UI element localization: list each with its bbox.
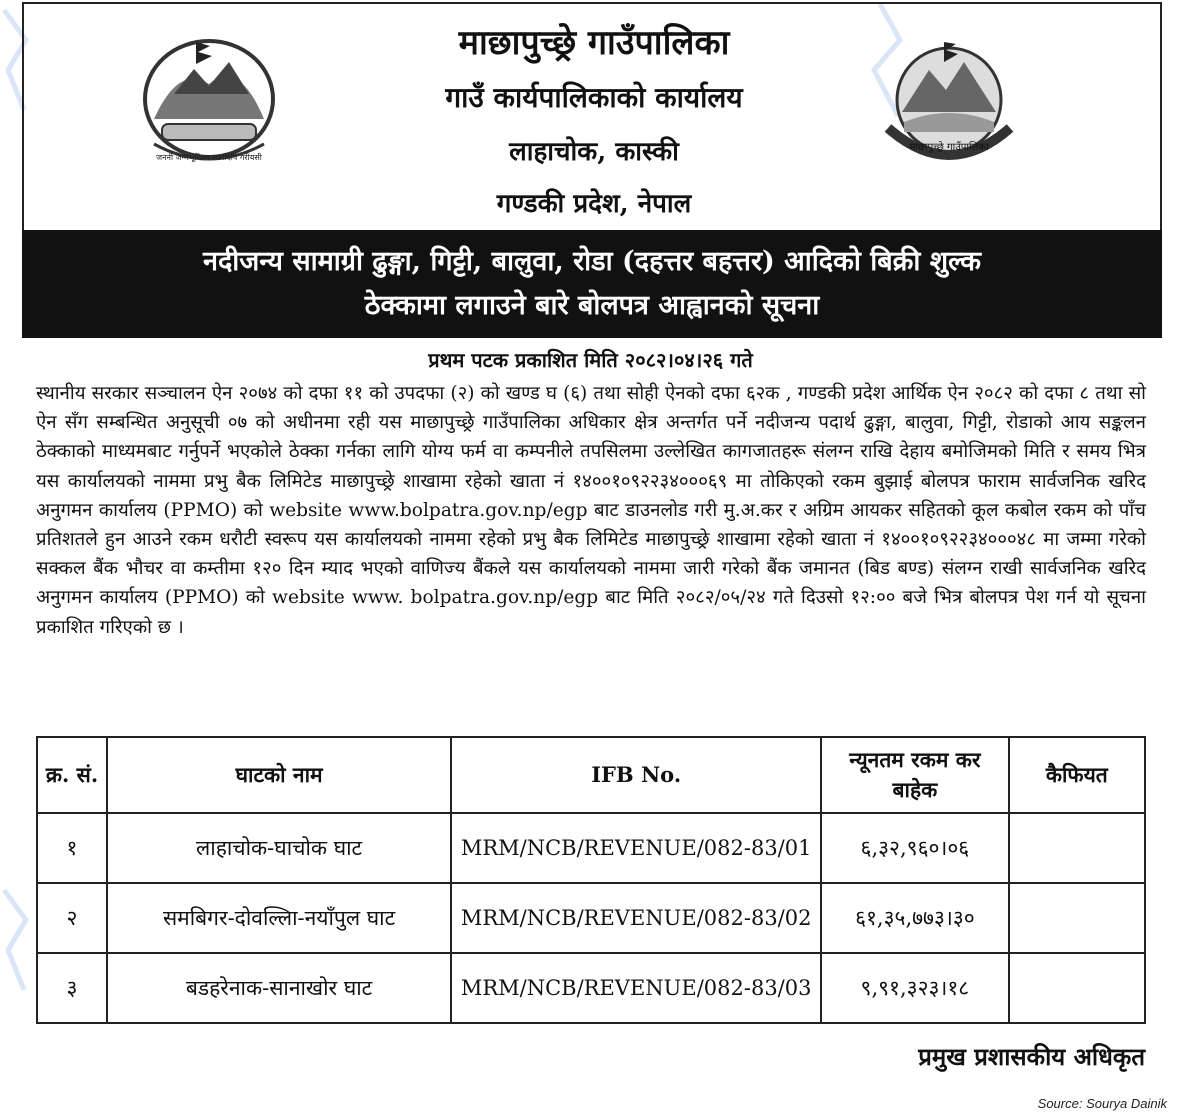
header-min-amount: न्यूनतम रकम कर बाहेक bbox=[821, 737, 1008, 813]
cell-ifb-no: MRM/NCB/REVENUE/082-83/02 bbox=[451, 883, 821, 953]
watermark-icon bbox=[0, 880, 30, 1000]
cell-ghat-name: लाहाचोक-घाचोक घाट bbox=[107, 813, 451, 883]
ghat-table bbox=[36, 736, 1146, 1024]
cell-ifb-no: MRM/NCB/REVENUE/082-83/01 bbox=[451, 813, 821, 883]
header-remarks: कैफियत bbox=[1009, 737, 1145, 813]
cell-remarks bbox=[1009, 883, 1145, 953]
notice-body: स्थानीय सरकार सञ्चालन ऐन २०७४ को दफा ११ को उपदफा (२) को खण्ड घ (६) तथा सोही ऐनको दफा ६२क , गण्डकी प्रदेश आर्थिक ऐन २०८२ को दफा ८ तथा सो ऐन सँग सम्बन्धित अनुसूची ०७ को अधीनमा रही यस माछापुच्छ्रे गाउँपालिका अधिकार क्षेत्र अन्तर्गत पर्ने नदीजन्य पदार्थ ढुङ्गा, बालुवा, गिट्टी, रोडाको आय सङ्कलन ठेक्काको माध्यमबाट गर्नुपर्ने भएकोले ठेक्का गर्नका लागि योग्य फर्म वा कम्पनीले तपसिलमा उल्लेखित कागजातहरू संलग्न राखि देहाय बमोजिमको मिति र समय भित्र यस कार्यालयको नाममा प्रभु बैक लिमिटेड माछापुच्छ्रे शाखामा रहेको खाता नं १४००१०९२२३४०००६९ मा तोकिएको रकम बुझाई बोलपत्र फाराम सार्वजनिक खरिद अनुगमन कार्यालय (PPMO) को website www.bolpatra.gov.np/egp बाट डाउनलोड गरी मु.अ.कर र अग्रिम आयकर सहितको कूल कबोल रकम को पाँच प्रतिशतले हुन आउने रकम धरौटी स्वरूप यस कार्यालयको नाममा रहेको प्रभु बैक लिमिटेड माछापुच्छ्रे शाखामा रहेको खाता नं १४००१०९२२३४०००४८ मा जम्मा गरेको सक्कल बैंक भौचर वा कम्तीमा १२० दिन म्याद भएको वाणिज्य बैंकले यस कार्यालयको नाममा जारी गरेको बैंक जमानत (बिड बण्ड) संलग्न राखी सार्वजनिक खरिद अनुगमन कार्यालय (PPMO) को website www. bolpatra.gov.np/egp बाट मिति २०८२/०५/२४ गते दिउसो १२:०० बजे भित्र बोलपत्र पेश गर्न यो सूचना प्रकाशित गरिएको छ । bbox=[36, 383, 1146, 638]
table-row bbox=[37, 953, 1145, 1023]
cell-sn: ३ bbox=[37, 953, 107, 1023]
cell-sn: १ bbox=[37, 813, 107, 883]
cell-ifb-no: MRM/NCB/REVENUE/082-83/03 bbox=[451, 953, 821, 1023]
office-location: लाहाचोक, कास्की bbox=[509, 137, 679, 167]
logo-caption: माछापुच्छ्रे गाउँपालिका bbox=[909, 142, 989, 153]
province-country: गण्डकी प्रदेश, नेपाल bbox=[496, 189, 692, 219]
cell-ghat-name: समबिगर-दोवल्लिा-नयाँपुल घाट bbox=[107, 883, 451, 953]
notice-title-banner bbox=[22, 230, 1162, 338]
header-ghat-name: घाटको नाम bbox=[107, 737, 451, 813]
table-header-row bbox=[37, 737, 1145, 813]
municipality-name: माछापुच्छ्रे गाउँपालिका bbox=[458, 23, 730, 63]
cell-min-amount: ९,९१,३२३।१८ bbox=[821, 953, 1008, 1023]
source-credit: Source: Sourya Dainik bbox=[1037, 1096, 1167, 1111]
table-row bbox=[37, 883, 1145, 953]
municipality-logo-icon bbox=[874, 32, 1024, 182]
cell-min-amount: ६१,३५,७७३।३० bbox=[821, 883, 1008, 953]
cell-sn: २ bbox=[37, 883, 107, 953]
notice-title-line2: ठेक्कामा लगाउने बारे बोलपत्र आह्वानको सूचना bbox=[364, 290, 820, 321]
notice-title-line1: नदीजन्य सामाग्री ढुङ्गा, गिट्टी, बालुवा, रोडा (दहत्तर बहत्तर) आदिको बिक्री शुल्क bbox=[202, 246, 982, 277]
publish-date: प्रथम पटक प्रकाशित मिति २०८२।०४।२६ गते bbox=[428, 348, 753, 372]
letterhead bbox=[22, 2, 1162, 230]
signatory-title: प्रमुख प्रशासकीय अधिकृत bbox=[918, 1042, 1145, 1071]
header-ifb-no: IFB No. bbox=[451, 737, 821, 813]
header-sn: क्र. सं. bbox=[37, 737, 107, 813]
table-row bbox=[37, 813, 1145, 883]
cell-ghat-name: बडहरेनाक-सानाखोर घाट bbox=[107, 953, 451, 1023]
cell-remarks bbox=[1009, 953, 1145, 1023]
emblem-motto: जननी जन्मभूमिश्च स्वर्गादपि गरीयसी bbox=[156, 153, 262, 162]
cell-min-amount: ६,३२,९६०।०६ bbox=[821, 813, 1008, 883]
cell-remarks bbox=[1009, 813, 1145, 883]
office-name: गाउँ कार्यपालिकाको कार्यालय bbox=[445, 81, 743, 114]
